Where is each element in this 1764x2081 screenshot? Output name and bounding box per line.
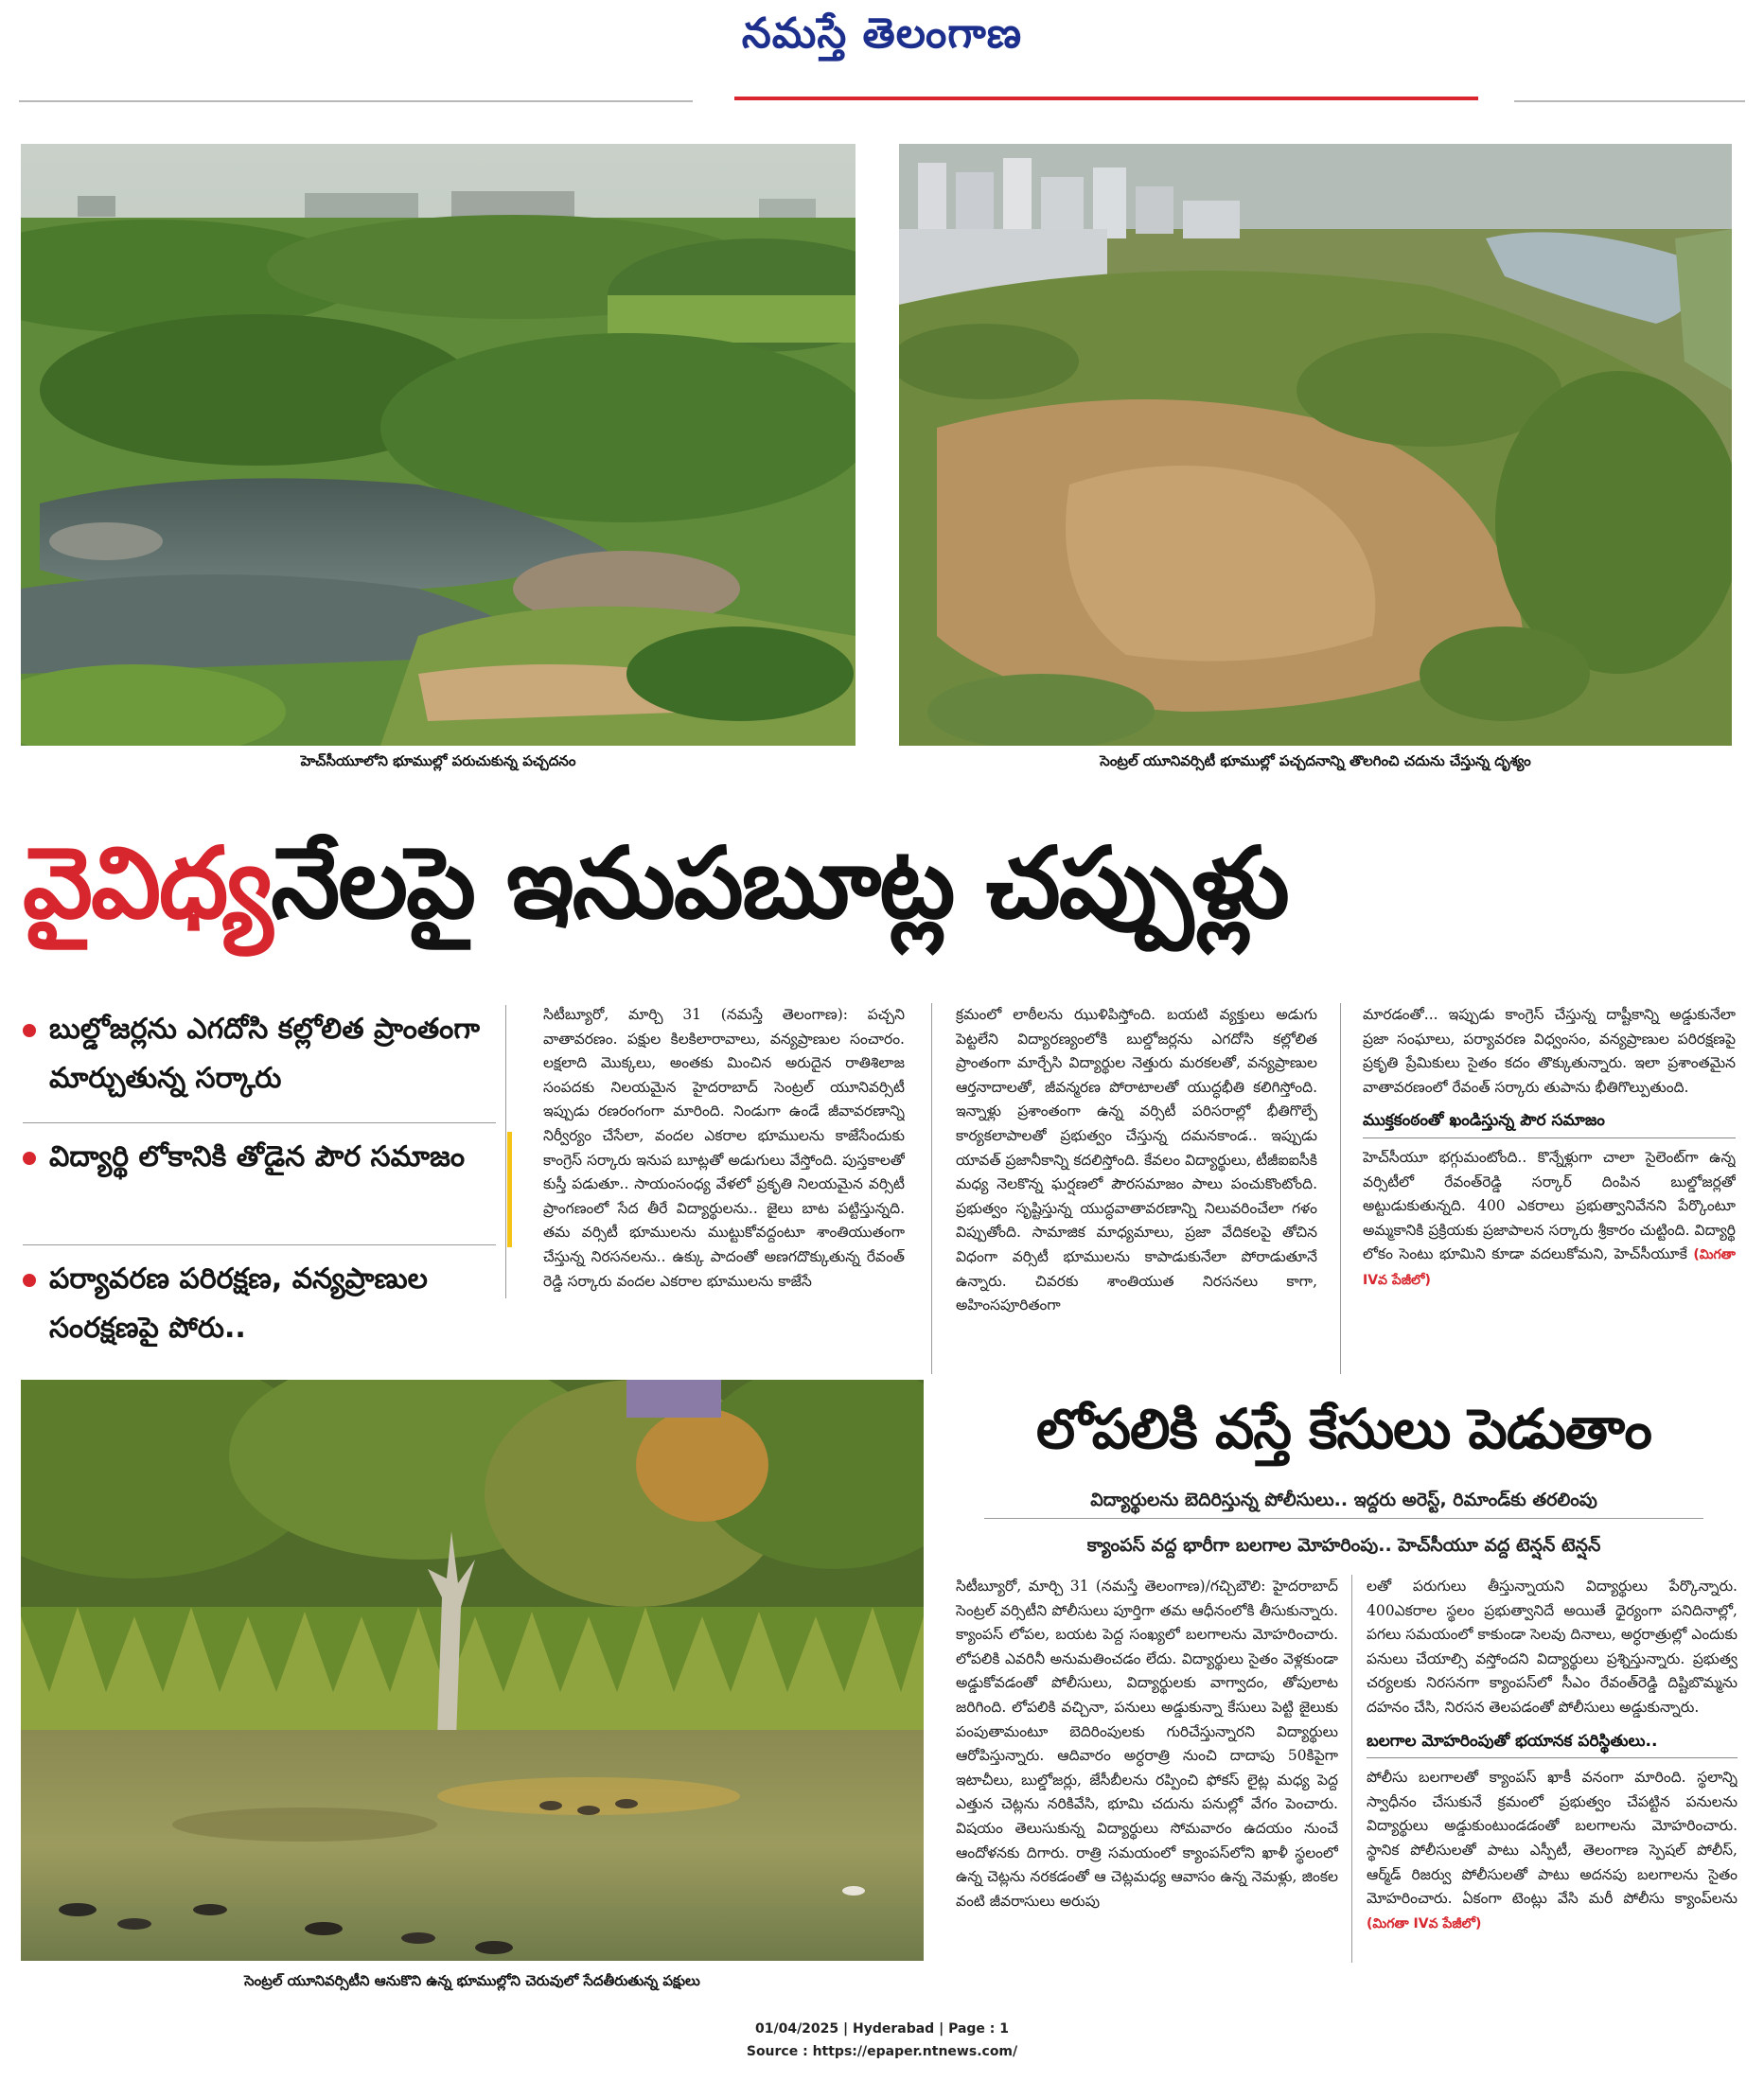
- bullet-icon: [23, 1024, 36, 1037]
- highlight-text: పర్యావరణ పరిరక్షణ, వన్యప్రాణుల సంరక్షణపై పోరు..: [49, 1262, 428, 1345]
- story2-column-1: [956, 1575, 1338, 1963]
- story2-deck-2: క్యాంపస్ వద్ద భారీగా బలగాల మోహరింపు.. హెచ్‌సీయూ వద్ద టెన్షన్ టెన్షన్: [1086, 1535, 1601, 1556]
- highlight-item: [23, 1133, 496, 1239]
- column-rule: [931, 1003, 932, 1374]
- masthead-rule-red: [734, 97, 1478, 100]
- continued-marker: (మిగతా IVవ పేజీలో): [1363, 1247, 1736, 1288]
- column-rule: [505, 1005, 506, 1298]
- story1-subhead: ముక్తకంఠంతో ఖండిస్తున్న పౌర సమాజం: [1363, 1109, 1736, 1138]
- bullet-icon: [23, 1152, 36, 1165]
- story2-text: పోలీసు బలగాలతో క్యాంపస్ ఖాకీ వనంగా మారింది. స్థలాన్ని స్వాధీనం చేసుకునే క్రమంలో ప్రభుత్వం చేపట్టిన పనులను విద్యార్థులు అడ్డుకుంటుండడంతో బలగాలను మోహరించారు. స్థానిక పోలీసులతో పాటు ఎస్పీటీ, తెలంగాణ స్పెషల్ పోలీస్, ఆర్మ్‌డ్ రిజర్వు పోలీసులతో పాటు అదనపు బలగాలను సైతం మోహరించారు. ఏకంగా టెంట్లు వేసి మరీ పోలీసు క్యాంప్‌లను: [1367, 1769, 1738, 1908]
- headline-black-part: నేలపై ఇనుపబూట్ల చప్పుళ్లు: [271, 825, 1288, 941]
- cleared-land-photo: [899, 144, 1732, 746]
- deck-divider: [984, 1518, 1703, 1519]
- photo-caption-top-right: సెంట్రల్ యూనివర్సిటీ భూముల్లో పచ్చదనాన్ని తొలగించి చదును చేస్తున్న దృశ్యం: [1100, 752, 1531, 769]
- bullet-icon: [23, 1274, 36, 1287]
- masthead-rule-right: [1514, 100, 1745, 102]
- story2-text: లతో పరుగులు తీస్తున్నాయని విద్యార్థులు పేర్కొన్నారు. 400ఎకరాల స్థలం ప్రభుత్వానిదే అయితే ధైర్యంగా పనిదినాల్లో, పగలు సమయంలో కాకుండా సెలవు దినాలు, అర్ధరాత్రుల్లో ఎందుకు పనులు చేయాల్సి వస్తోందని విద్యార్థులు ప్రశ్నిస్తున్నారు. ప్రభుత్వ చర్యలకు నిరసనగా క్యాంపస్‌లో సీఎం రేవంత్‌రెడ్డి దిష్టిబొమ్మను దహనం చేసి, నిరసన తెలపడంతో పోలీసులు అడ్డుకున్నారు.: [1367, 1578, 1738, 1716]
- highlight-divider: [23, 1244, 496, 1245]
- main-headline: [23, 812, 1745, 954]
- highlight-item: [23, 1005, 496, 1119]
- story2-column-2: [1367, 1575, 1738, 1963]
- story2-headline: లోపలికి వస్తే కేసులు పెడుతాం: [1036, 1397, 1651, 1461]
- column-rule: [1340, 1003, 1341, 1374]
- masthead-rule-left: [19, 100, 693, 102]
- photo-caption-bottom-left: సెంట్రల్ యూనివర్సిటీని ఆనుకొని ఉన్న భూముల్లోని చెరువులో సేదతీరుతున్న పక్షులు: [244, 1972, 700, 1989]
- story1-column-2: [956, 1003, 1317, 1374]
- column-rule: [1351, 1575, 1352, 1963]
- forest-lake-photo: [21, 144, 856, 746]
- story2-subhead: బలగాల మోహరింపుతో భయానక పరిస్థితులు..: [1367, 1730, 1738, 1759]
- story2-text: సిటీబ్యూరో, మార్చి 31 (నమస్తే తెలంగాణ)/గచ్చిబౌలి: హైదరాబాద్ సెంట్రల్ వర్సిటీని పోలీసులు పూర్తిగా తమ ఆధీనంలోకి తీసుకున్నారు. క్యాంపస్ లోపల, బయట పెద్ద సంఖ్యలో బలగాలను మోహరించారు. లోపలికి ఎవరినీ అనుమతించడం లేదు. విద్యార్థులు సైతం వెళ్లకుండా అడ్డుకోవడంతో పోలీసులు, విద్యార్థులకు వాగ్వాదం, తోపులాట జరిగింది. లోపలికి వచ్చినా, పనులు అడ్డుకున్నా కేసులు పెట్టి జైలుకు పంపుతామంటూ బెదిరింపులకు గురిచేస్తున్నారని విద్యార్థులు ఆరోపిస్తున్నారు. ఆదివారం అర్ధరాత్రి నుంచి దాదాపు 50కిపైగా ఇటాచీలు, బుల్డోజర్లు, జేసీబీలను రప్పించి ఫోకస్ లైట్ల మధ్య పెద్ద ఎత్తున చెట్లను నరికివేసి, భూమి చదును పనుల్లో వేగం పెంచారు. విషయం తెలుసుకున్న విద్యార్థులు సోమవారం ఉదయం నుంచే ఆందోళనకు దిగారు. రాత్రి సమయంలో క్యాంపస్‌లోని ఖాళీ స్థలంలో ఉన్న చెట్లను నరకడంతో ఆ చెట్లమధ్య ఆవాసం ఉన్న నెమళ్లు, జింకల వంటి జీవరాసులు అరుపు: [956, 1578, 1338, 1910]
- continued-marker: (మిగతా IVవ పేజీలో): [1367, 1915, 1482, 1931]
- story1-text: సిటీబ్యూరో, మార్చి 31 (నమస్తే తెలంగాణ): పచ్చని వాతావరణం. పక్షుల కిలకిలారావాలు, వన్యప్రాణుల సంచారం. లక్షలాది మొక్కలు, అంతకు మించిన అరుదైన రాతిశిలాజ సంపదకు నిలయమైన హైదరాబాద్ సెంట్రల్ యూనివర్సిటీ ఇప్పుడు రణరంగంగా మారింది. నిండుగా ఉండే జీవావరణాన్ని నిర్వీర్యం చేసేలా, వందల ఎకరాల భూములను కాజేసేందుకు కాంగ్రెస్ సర్కారు ఇనుప బూట్లతో అడుగులు వేస్తోంది. పుస్తకాలతో కుస్తీ పడుతూ.. సాయంసంధ్య వేళలో ప్రకృతి నిలయమైన వర్సిటీ ప్రాంగణంలో సేద తీరే విద్యార్థులను.. జైలు బాట పట్టిస్తున్నది. తమ వర్సిటీ భూములను ముట్టుకోవద్దంటూ శాంతియుతంగా చేస్తున్న నిరసనలను.. ఉక్కు పాదంతో అణగదొక్కుతున్న రేవంత్ రెడ్డి సర్కారు వందల ఎకరాల భూములను కాజేసే: [543, 1006, 905, 1290]
- highlights-box: [23, 1005, 496, 1374]
- footer-source: Source : https://epaper.ntnews.com/: [746, 2044, 1018, 2059]
- story1-text: క్రమంలో లాఠీలను ఝుళిపిస్తోంది. బయటి వ్యక్తులు అడుగు పెట్టలేని విద్యారణ్యంలోకి బుల్డోజర్లను ఎగదోసి కల్లోలిత ప్రాంతంగా మార్చేసి విద్యార్థుల నెత్తురు మరకలతో, వన్యప్రాణుల ఆర్తనాదాలతో, జీవన్మరణ పోరాటాలతో యుద్ధభీతి కలిగిస్తోంది. ఇన్నాళ్లు ప్రశాంతంగా ఉన్న వర్సిటీ పరిసరాల్లో భీతిగొల్పే కార్యకలాపాలతో ప్రభుత్వం చేస్తున్న దమనకాండ.. ఇప్పుడు యావత్ ప్రజానీకాన్ని కదలిస్తోంది. కేవలం విద్యార్థులు, టీజీఐఐసీకి మధ్య నెలకొన్న ఘర్షణలో పౌరసమాజం పాలు పంచుకొంటోంది. ప్రభుత్వం సృష్టిస్తున్న యుద్ధవాతావరణాన్ని నిలువరించేలా గళం విప్పుతోంది. సామాజిక మాధ్యమాలు, ప్రజా వేదికలపై తోచిన విధంగా వర్సిటీ భూములను కాపాడుకునేలా పోరాడుతూనే ఉన్నారు. చివరకు శాంతియుత నిరసనలు కాగా, అహింసపూరితంగా: [956, 1006, 1317, 1314]
- lake-birds-photo: [21, 1380, 924, 1961]
- highlight-text: బుల్డోజర్లను ఎగదోసి కల్లోలిత ప్రాంతంగా మార్చుతున్న సర్కారు: [49, 1013, 481, 1095]
- story1-text: హెచ్‌సీయూ భగ్గుమంటోంది.. కొన్నేళ్లుగా చాలా సైలెంట్‌గా ఉన్న వర్సిటీలో రేవంత్‌రెడ్డి సర్కార్ దింపిన బుల్డోజర్లతో అట్టుడుకుతున్నది. 400 ఎకరాలు ప్రభుత్వానివేనని పేర్కొంటూ అమ్మకానికి ప్రక్రియకు ప్రజాపాలన సర్కారు శ్రీకారం చుట్టింది. విద్యార్థి లోకం సెంటు భూమిని కూడా వదలుకోమని, హెచ్‌సీయూకే: [1363, 1148, 1736, 1263]
- highlight-accent-bar: [507, 1132, 512, 1247]
- highlight-text: విద్యార్థి లోకానికి తోడైన పౌర సమాజం: [49, 1140, 466, 1173]
- photo-caption-top-left: హెచ్‌సీయూలోని భూముల్లో పరుచుకున్న పచ్చదనం: [300, 752, 576, 769]
- story1-text: మారడంతో... ఇప్పుడు కాంగ్రెస్ చేస్తున్న దాష్టీకాన్ని అడ్డుకునేలా ప్రజా సంఘాలు, పర్యావరణ విధ్వంసం, వన్యప్రాణుల పరిరక్షణపై ప్రకృతి ప్రేమికులు సైతం కదం తొక్కుతున్నారు. ఇలా ప్రశాంతమైన వాతావరణంలో రేవంత్ సర్కారు తుపాను భీతిగొల్పుతుంది.: [1363, 1006, 1736, 1096]
- footer-date-page: 01/04/2025 | Hyderabad | Page : 1: [754, 2021, 1010, 2037]
- story1-column-3: [1363, 1003, 1736, 1374]
- highlight-item: [23, 1255, 496, 1359]
- highlight-divider: [23, 1122, 496, 1123]
- headline-red-part: వైవిధ్య: [23, 825, 272, 941]
- masthead-title: నమస్తే తెలంగాణ: [741, 9, 1023, 58]
- story2-deck-1: విద్యార్థులను బెదిరిస్తున్న పోలీసులు.. ఇద్దరు అరెస్ట్, రిమాండ్‌కు తరలింపు: [1090, 1490, 1597, 1510]
- story1-column-1: [543, 1003, 905, 1374]
